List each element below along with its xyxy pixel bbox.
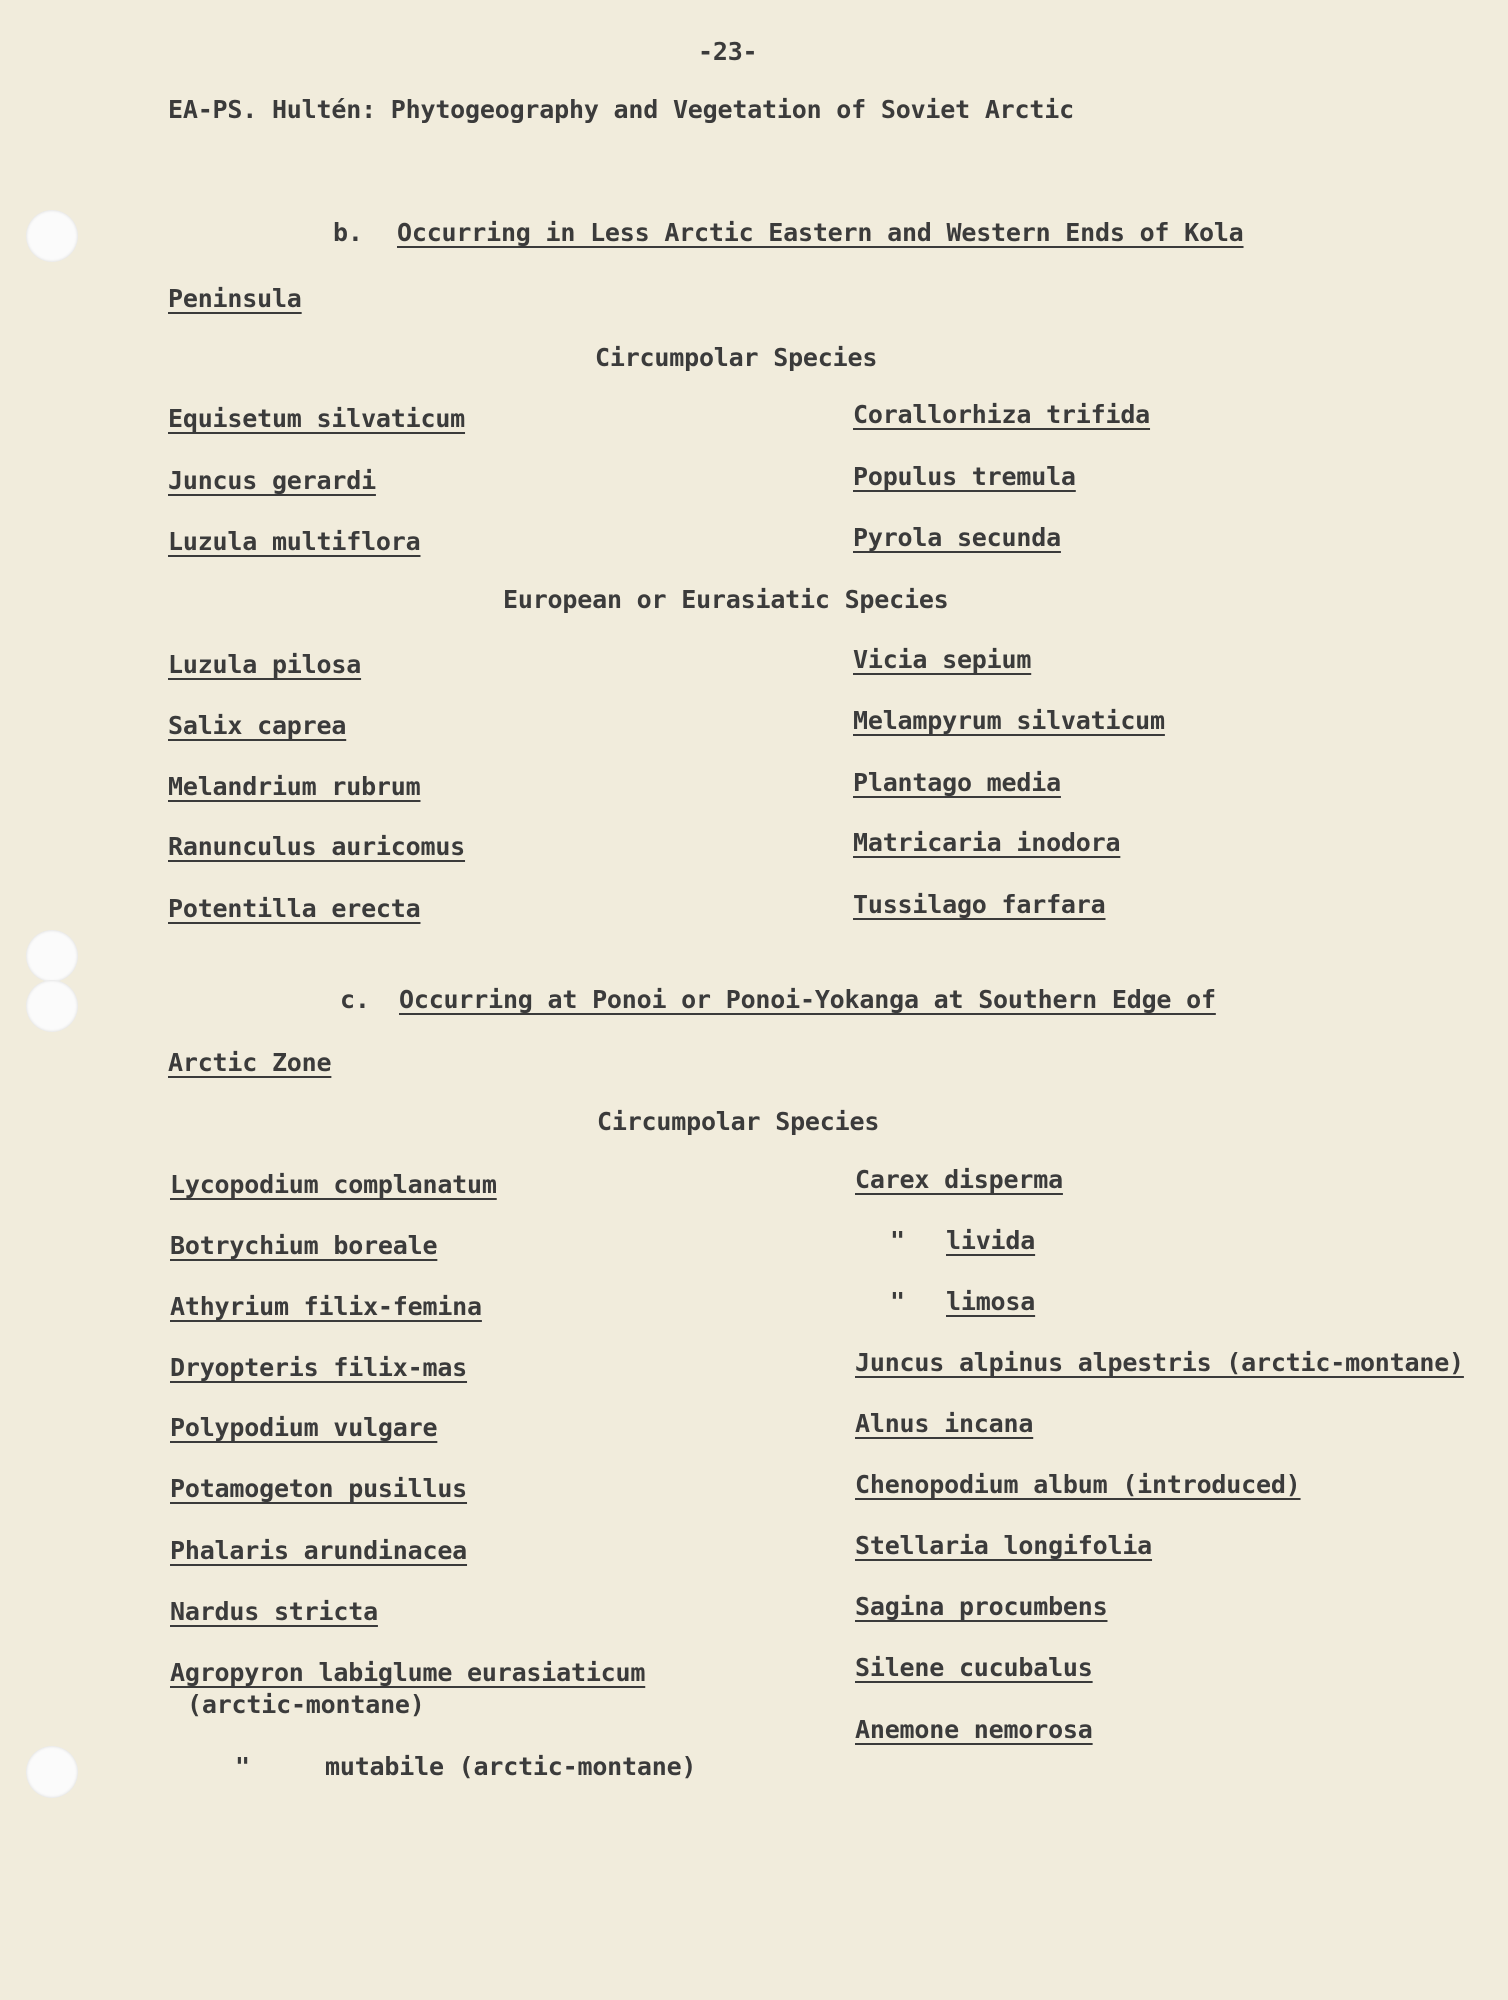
list-item: Plantago media [853, 768, 1061, 797]
ditto-mark: " [890, 1226, 905, 1255]
list-item: Agropyron labiglume eurasiaticum [170, 1658, 646, 1687]
section-b-european-heading: European or Eurasiatic Species [503, 585, 949, 614]
list-item: Melandrium rubrum [168, 772, 421, 801]
list-item: Dryopteris filix-mas [170, 1353, 468, 1382]
list-item: Carex disperma [855, 1165, 1063, 1194]
binder-hole-bottom [26, 1746, 78, 1798]
list-item: Pyrola secunda [853, 523, 1061, 552]
list-item: mutabile (arctic-montane) [325, 1752, 697, 1781]
list-item: Botrychium boreale [170, 1231, 438, 1260]
list-item: Vicia sepium [853, 645, 1032, 674]
section-c-marker: c. [340, 985, 370, 1014]
list-item: Potentilla erecta [168, 894, 421, 923]
list-item: Phalaris arundinacea [170, 1536, 468, 1565]
list-item: Juncus gerardi [168, 466, 376, 495]
list-item-continuation: (arctic-montane) [187, 1690, 425, 1719]
running-header: EA-PS. Hultén: Phytogeography and Vegetation of Soviet Arctic [168, 95, 1074, 124]
page-number: -23- [698, 37, 758, 66]
list-item: Luzula pilosa [168, 650, 362, 679]
ditto-mark: " [890, 1287, 905, 1316]
binder-hole-middle-1 [26, 930, 78, 982]
list-item: Juncus alpinus alpestris (arctic-montane) [855, 1348, 1464, 1377]
list-item: Stellaria longifolia [855, 1531, 1153, 1560]
list-item: Melampyrum silvaticum [853, 706, 1165, 735]
list-item: Potamogeton pusillus [170, 1474, 468, 1503]
list-item: Equisetum silvaticum [168, 404, 466, 433]
list-item: Sagina procumbens [855, 1592, 1108, 1621]
list-item: Polypodium vulgare [170, 1413, 438, 1442]
list-item: Silene cucubalus [855, 1653, 1093, 1682]
list-item: Salix caprea [168, 711, 347, 740]
section-b-marker: b. [333, 218, 363, 247]
list-item: limosa [946, 1287, 1036, 1316]
ditto-mark: " [235, 1752, 250, 1781]
section-b-circumpolar-heading: Circumpolar Species [595, 343, 878, 372]
list-item: Athyrium filix-femina [170, 1292, 482, 1321]
section-c-title-line1: Occurring at Ponoi or Ponoi-Yokanga at Southern Edge of [399, 985, 1216, 1014]
section-c-circumpolar-heading: Circumpolar Species [597, 1107, 880, 1136]
list-item: Tussilago farfara [853, 890, 1106, 919]
list-item: Corallorhiza trifida [853, 400, 1151, 429]
list-item: Anemone nemorosa [855, 1715, 1093, 1744]
list-item: Nardus stricta [170, 1597, 378, 1626]
list-item: Lycopodium complanatum [170, 1170, 497, 1199]
section-b-title-line1: Occurring in Less Arctic Eastern and Western Ends of Kola [397, 218, 1244, 247]
section-b-title-line2: Peninsula [168, 284, 302, 313]
list-item: Chenopodium album (introduced) [855, 1470, 1301, 1499]
section-c-title-line2: Arctic Zone [168, 1048, 332, 1077]
binder-hole-top [26, 210, 78, 262]
list-item: Populus tremula [853, 462, 1076, 491]
list-item: livida [946, 1226, 1036, 1255]
list-item: Luzula multiflora [168, 527, 421, 556]
list-item: Matricaria inodora [853, 828, 1121, 857]
list-item: Ranunculus auricomus [168, 832, 466, 861]
binder-hole-middle-2 [26, 980, 78, 1032]
list-item: Alnus incana [855, 1409, 1034, 1438]
